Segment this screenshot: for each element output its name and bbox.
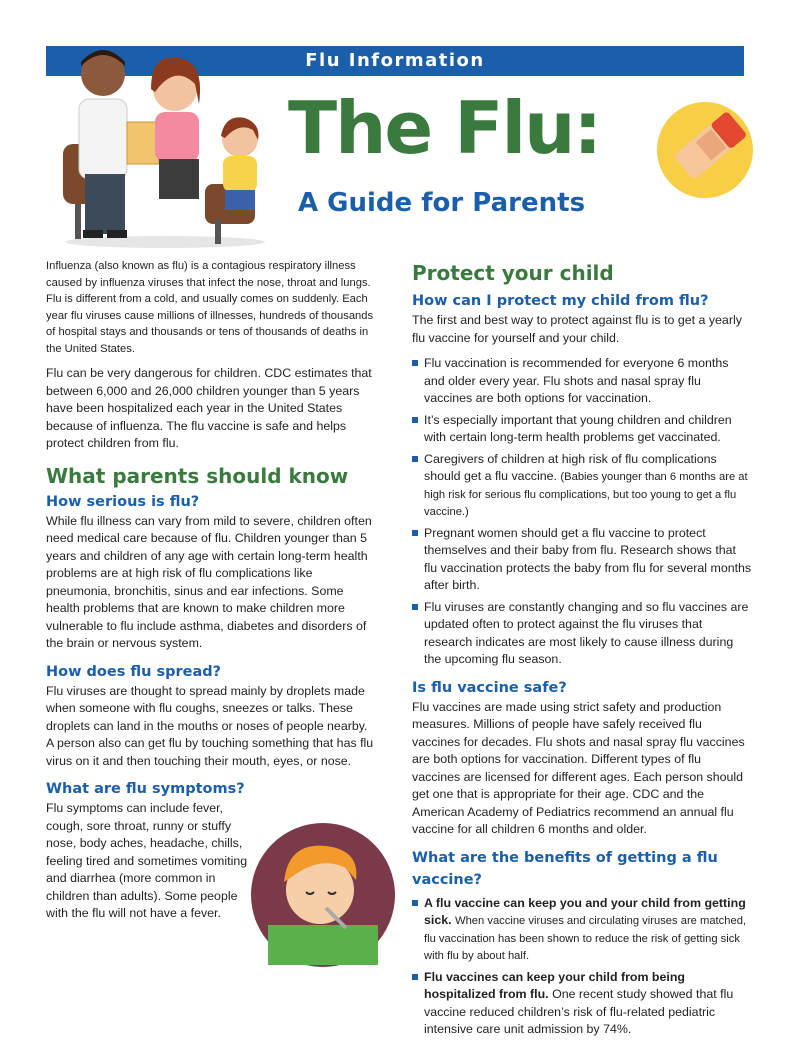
protect-bullet-4: Pregnant women should get a flu vaccine to protect themselves and their baby from flu. Research shows that flu vaccination protects the baby from flu for several months after birth. (412, 525, 752, 595)
benefit-bullet-2 (412, 969, 752, 1039)
protect-bullet-1: Flu vaccination is recommended for everyone 6 months and older every year. Flu shots and nasal spray flu vaccines are both options for vaccination. (412, 355, 752, 408)
spread-paragraph: Flu viruses are thought to spread mainly by droplets made when someone with flu coughs, sneezes or talks. These droplets can land in the mouths or noses of people nearby. A person also can get flu by touching something that has flu virus on it and then touching their mouth, eyes, or nose. (46, 683, 374, 768)
protect-bullet-5: Flu viruses are constantly changing and so flu vaccines are updated often to protect against the flu viruses that research indicates are most likely to cause illness during the upcoming flu season. (412, 599, 752, 669)
protect-how-paragraph: The first and best way to protect against flu is to get a yearly flu vaccine for yourself and your child. (412, 313, 742, 345)
family-doctor-illustration (55, 44, 270, 249)
protect-how-heading: How can I protect my child from flu? (412, 293, 709, 309)
serious-paragraph: While flu illness can vary from mild to severe, children often need medical care because of flu. Children younger than 5 years and children of any age with certain long-term health problems are at high risk of flu complications like pneumonia, bronchitis, sinus and ear infections. Some health problems that are known to make children more vulnerable to flu include asthma, diabetes and disorders of the brain or nervous system. (46, 513, 372, 650)
know-heading: What parents should know (46, 463, 349, 488)
benefit1-text: When vaccine viruses and circulating viruses are matched, flu vaccination has been shown to reduce the risk of getting sick with flu by about half. (424, 915, 747, 962)
protect-bullets (412, 355, 752, 669)
serious-heading: How serious is flu? (46, 493, 200, 510)
page-title: The Flu: (288, 86, 601, 170)
benefit1-bold: A flu vaccine can keep you and your child from getting sick. (424, 895, 746, 927)
intro-paragraph-1: Influenza (also known as flu) is a contagious respiratory illness caused by influenza viruses that infect the nose, throat and lungs. Flu is different from a cold, and usually comes on suddenly. Each year flu viruses cause millions of illnesses, hundreds of thousands of hospital stays and thousands or tens of thousands of deaths in the United States. (46, 260, 374, 355)
symptoms-heading: What are flu symptoms? (46, 781, 245, 797)
page-subtitle: A Guide for Parents (298, 188, 586, 218)
sick-child-illustration (248, 820, 398, 970)
benefits-heading: What are the benefits of getting a flu vaccine? (412, 849, 718, 888)
spread-heading: How does flu spread? (46, 663, 222, 680)
safe-heading: Is flu vaccine safe? (412, 679, 567, 696)
bandage-icon (655, 100, 755, 200)
caregiver-text: Caregivers of children at high risk of flu complications should get a flu vaccine. (424, 451, 717, 483)
benefit2-bold: Flu vaccines can keep your child from being hospitalized from flu. (424, 969, 685, 1001)
caregiver-note: (Babies younger than 6 months are at high risk for serious flu complications, but too young to get a flu vaccine.) (424, 471, 748, 518)
intro-paragraph-2: Flu can be very dangerous for children. CDC estimates that between 6,000 and 26,000 children younger than 5 years have been hospitalized each year in the United States because of influenza. The flu vaccine is safe and helps protect children from flu. (46, 366, 372, 450)
right-column (412, 258, 752, 1047)
protect-heading: Protect your child (412, 261, 614, 285)
protect-bullet-3 (412, 451, 752, 521)
symptoms-paragraph: Flu symptoms can include fever, cough, sore throat, runny or stuffy nose, body aches, headache, chills, feeling tired and sometimes vomiting and diarrhea (more common in children than adults). Some people with the flu will not have a fever. (46, 801, 248, 920)
protect-bullet-2: It’s especially important that young children and children with certain long-term health problems get vaccinated. (412, 412, 752, 447)
banner: Flu Information (46, 46, 744, 76)
benefits-bullets (412, 895, 752, 1039)
safe-paragraph: Flu vaccines are made using strict safety and production measures. Millions of people have safely received flu vaccines for decades. Flu shots and nasal spray flu vaccines are both options for vaccination. Different types of flu vaccines are licensed for different ages. Each person should get one that is appropriate for their age. CDC and the American Academy of Pediatrics recommend an annual flu vaccine for all children 6 months and older. (412, 699, 745, 836)
benefit2-text: One recent study showed that flu vaccine reduced children’s risk of flu-related pediatric intensive care unit admission by 74%. (424, 987, 734, 1036)
benefit-bullet-1 (412, 895, 752, 965)
